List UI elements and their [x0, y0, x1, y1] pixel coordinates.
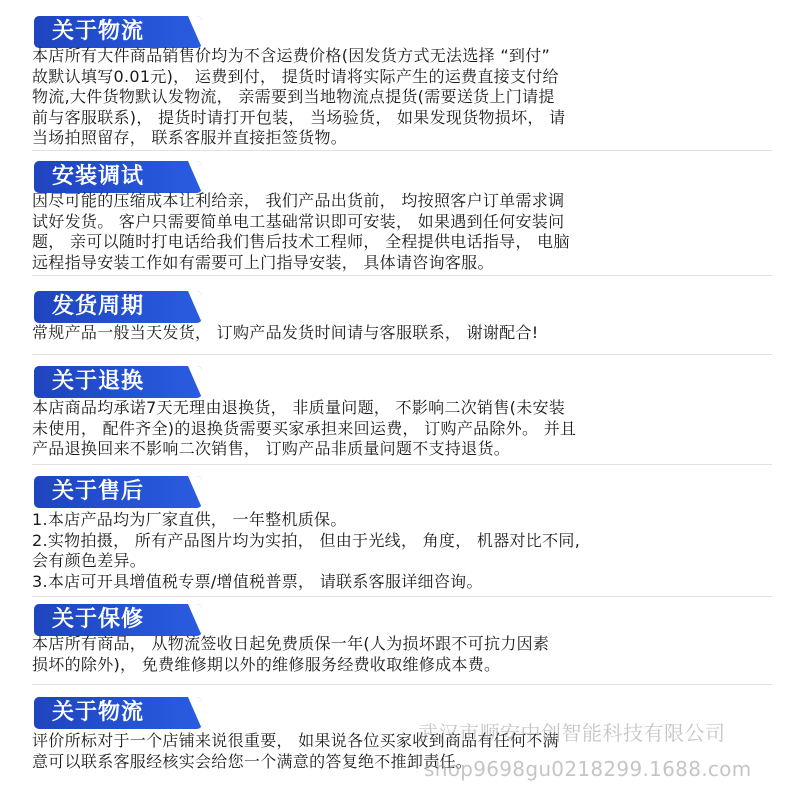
section-body	[32, 46, 782, 149]
section-body	[32, 398, 782, 460]
text-line: 前与客服联系)， 提货时请打开包装， 当场验货， 如果发现货物损坏， 请	[32, 107, 566, 127]
text-line: 3.本店可开具增值税专票/增值税普票， 请联系客服详细咨询。	[32, 571, 483, 591]
text-line: 故默认填写0.01元)， 运费到付， 提货时请将实际产生的运费直接支付给	[32, 66, 559, 86]
section-title: 关于物流	[52, 700, 145, 725]
watermark-url: shop9698gu0218299.1688.com	[424, 757, 752, 781]
section-title: 关于售后	[52, 479, 145, 504]
divider	[32, 354, 772, 355]
section-body	[32, 510, 782, 592]
text-line: 未使用， 配件齐全)的退换货需要买家承担来回运费， 订购产品除外。 并且	[32, 418, 577, 438]
text-line: 1.本店产品均为厂家直供， 一年整机质保。	[32, 510, 347, 529]
text-line: 本店所有商品， 从物流签收日起免费质保一年(人为损坏跟不可抗力因素	[32, 634, 550, 653]
section-title-banner	[34, 604, 202, 636]
text-line: 2.实物拍摄， 所有产品图片均为实拍， 但由于光线， 角度， 机器对比不同,	[32, 530, 581, 550]
text-line: 远程指导安装工作如有需要可上门指导安装， 具体请咨询客服。	[32, 252, 494, 272]
section-title-banner	[34, 291, 202, 323]
section-title: 关于保修	[52, 607, 145, 632]
divider	[32, 596, 772, 597]
text-line: 会有颜色差异。	[32, 551, 147, 570]
text-line: 产品退换回来不影响二次销售， 订购产品非质量问题不支持退货。	[32, 439, 511, 458]
text-line: 因尽可能的压缩成本让利给亲， 我们产品出货前， 均按照客户订单需求调	[32, 191, 565, 210]
text-line: 本店商品均承诺7天无理由退换货， 非质量问题， 不影响二次销售(未安装	[32, 398, 566, 417]
section-body	[32, 634, 782, 675]
section-title: 发货周期	[52, 294, 145, 319]
section-title-banner	[34, 476, 202, 508]
divider	[32, 150, 772, 151]
section-body	[32, 323, 782, 344]
text-line: 题， 亲可以随时打电话给我们售后技术工程师， 全程提供电话指导， 电脑	[32, 232, 570, 251]
text-line: 本店所有大件商品销售价均为不含运费价格(因发货方式无法选择 “到付”	[32, 46, 551, 65]
watermark-company: 武汉市顺安中创智能科技有限公司	[418, 721, 726, 745]
section-title-banner	[34, 16, 202, 48]
text-line: 试好发货。 客户只需要简单电工基础常识即可安装， 如果遇到任何安装问	[32, 211, 565, 231]
section-title-banner	[34, 697, 202, 729]
section-title: 关于物流	[52, 19, 145, 44]
section-title-banner	[34, 366, 202, 398]
text-line: 常规产品一般当天发货， 订购产品发货时间请与客服联系， 谢谢配合!	[32, 323, 539, 342]
divider	[32, 464, 772, 465]
section-title: 关于退换	[52, 369, 145, 394]
text-line: 评价所标对于一个店铺来说很重要， 如果说各位买家收到商品有任何不满	[32, 731, 559, 750]
section-title-banner	[34, 161, 202, 193]
divider	[32, 684, 772, 685]
text-line: 损坏的除外)， 免费维修期以外的维修服务经费收取维修成本费。	[32, 654, 501, 674]
section-body	[32, 191, 782, 273]
divider	[32, 275, 772, 276]
text-line: 当场拍照留存， 联系客服并直接拒签货物。	[32, 128, 348, 147]
text-line: 物流,大件货物默认发物流， 亲需要到当地物流点提货(需要送货上门请提	[32, 87, 555, 106]
section-title: 安装调试	[52, 164, 145, 189]
text-line: 意可以联系客服经核实会给您一个满意的答复绝不推卸责任。	[32, 751, 473, 771]
